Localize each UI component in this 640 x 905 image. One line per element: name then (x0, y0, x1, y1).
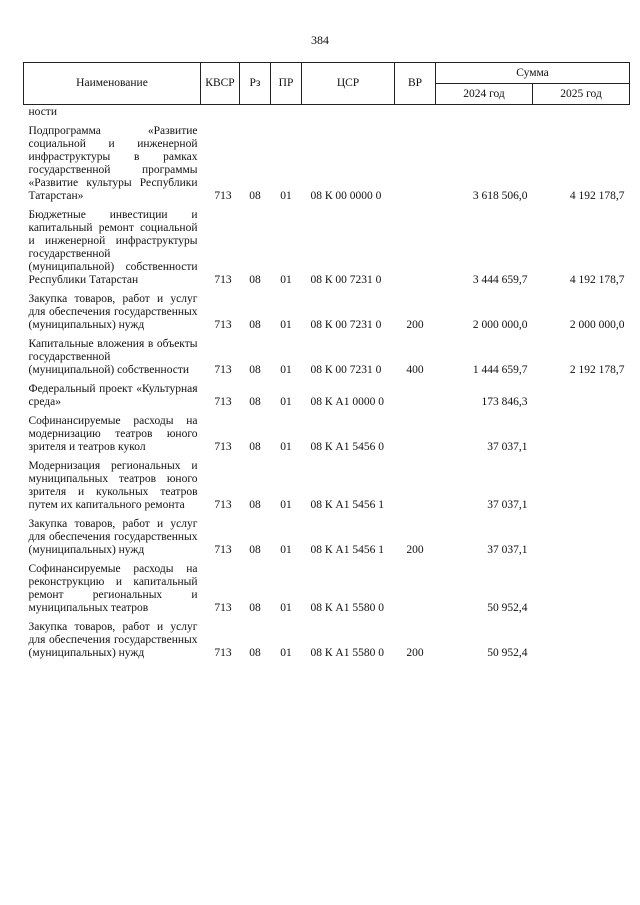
row-kvsr: 713 (214, 647, 232, 659)
row-name: Софинансируемые расходы на модернизацию театров юного зрителя и театров кукол (28, 415, 198, 453)
row-rz: 08 (249, 441, 261, 453)
row-rz: 08 (249, 544, 261, 556)
row-sum-2025: 2 000 000,0 (569, 319, 625, 331)
row-pr: 01 (280, 647, 292, 659)
table-row (24, 557, 630, 615)
row-sum-2024: 173 846,3 (481, 396, 528, 408)
row-kvsr: 713 (214, 499, 232, 511)
row-name: Закупка товаров, работ и услуг для обеспечения государственных (муниципальных) нужд (28, 518, 198, 556)
header-sum: Сумма (436, 63, 630, 84)
row-kvsr: 713 (214, 602, 232, 614)
row-kvsr: 713 (214, 441, 232, 453)
row-vr: 200 (406, 544, 424, 556)
row-kvsr: 713 (214, 396, 232, 408)
row-vr (395, 377, 436, 409)
row-csr: 08 К 00 0000 0 (310, 190, 382, 202)
budget-table (23, 62, 630, 660)
row-sum-2024: 3 618 506,0 (472, 190, 528, 202)
table-row (24, 119, 630, 203)
header-rz: Рз (240, 63, 271, 105)
row-pr: 01 (280, 319, 292, 331)
row-sum-2024: 50 952,4 (487, 602, 528, 614)
header-pr: ПР (271, 63, 302, 105)
row-sum-2025: 2 192 178,7 (569, 364, 625, 376)
row-csr: 08 К 00 7231 0 (310, 319, 382, 331)
table-row (24, 203, 630, 287)
row-sum-2024: 50 952,4 (487, 647, 528, 659)
row-pr: 01 (280, 190, 292, 202)
row-csr: 08 К 00 7231 0 (310, 364, 382, 376)
row-csr: 08 К А1 5456 0 (310, 441, 384, 453)
row-kvsr: 713 (214, 319, 232, 331)
row-sum-2024: 37 037,1 (487, 441, 528, 453)
row-csr: 08 К А1 5580 0 (310, 602, 384, 614)
row-name: Модернизация региональных и муниципальных театров юного зрителя и кукольных театров путем их капитального ремонта (28, 460, 198, 511)
row-kvsr: 713 (214, 274, 232, 286)
table-row (24, 512, 630, 557)
row-name: Закупка товаров, работ и услуг для обеспечения государственных (муниципальных) нужд (28, 293, 198, 331)
table-body (24, 105, 630, 661)
row-csr: 08 К А1 5456 1 (310, 544, 384, 556)
table-row (24, 377, 630, 409)
table-row (24, 409, 630, 454)
row-sum-2025 (533, 409, 630, 454)
row-vr (395, 409, 436, 454)
row-sum-2024: 3 444 659,7 (472, 274, 528, 286)
row-rz: 08 (249, 647, 261, 659)
row-sum-2024: 37 037,1 (487, 544, 528, 556)
row-rz: 08 (249, 602, 261, 614)
row-pr: 01 (280, 499, 292, 511)
row-vr: 400 (406, 364, 424, 376)
table-header (24, 63, 630, 105)
row-pr: 01 (280, 364, 292, 376)
row-rz: 08 (249, 499, 261, 511)
row-vr (395, 557, 436, 615)
row-vr (395, 119, 436, 203)
row-pr: 01 (280, 544, 292, 556)
row-vr: 200 (406, 647, 424, 659)
row-vr: 200 (406, 319, 424, 331)
table-row (24, 615, 630, 660)
row-name: Закупка товаров, работ и услуг для обеспечения государственных (муниципальных) нужд (28, 621, 198, 659)
row-name: Федеральный проект «Культурная среда» (28, 383, 198, 408)
row-csr: 08 К А1 5580 0 (310, 647, 384, 659)
header-year-2024: 2024 год (436, 84, 533, 105)
header-vr: ВР (395, 63, 436, 105)
row-kvsr: 713 (214, 364, 232, 376)
row-csr: 08 К 00 7231 0 (310, 274, 382, 286)
table-row (24, 287, 630, 332)
row-rz: 08 (249, 274, 261, 286)
row-sum-2025: 4 192 178,7 (569, 190, 625, 202)
row-vr (395, 454, 436, 512)
table-row (24, 454, 630, 512)
header-name: Наименование (24, 63, 201, 105)
row-sum-2024: 37 037,1 (487, 499, 528, 511)
row-rz: 08 (249, 319, 261, 331)
row-sum-2025 (533, 557, 630, 615)
row-name: Подпрограмма «Развитие социальной и инженерной инфраструктуры в рамках государственной программы «Развитие культуры Республики Татарстан» (28, 125, 198, 202)
row-csr: 08 К А1 0000 0 (310, 396, 384, 408)
row-sum-2025 (533, 512, 630, 557)
row-rz: 08 (249, 190, 261, 202)
row-name: Бюджетные инвестиции и капитальный ремонт социальной и инженерной инфраструктуры государственной (муниципальной) собственности Республики Татарстан (28, 209, 198, 286)
row-sum-2025 (533, 377, 630, 409)
row-rz: 08 (249, 396, 261, 408)
header-csr: ЦСР (302, 63, 395, 105)
header-year-2025: 2025 год (533, 84, 630, 105)
header-kvsr: КВСР (201, 63, 240, 105)
row-sum-2024: 1 444 659,7 (472, 364, 528, 376)
row-pr: 01 (280, 396, 292, 408)
row-name: Софинансируемые расходы на реконструкцию и капитальный ремонт региональных и муниципальных театров (28, 563, 198, 614)
table-row (24, 332, 630, 377)
row-rz: 08 (249, 364, 261, 376)
continuation-row (24, 105, 630, 120)
row-kvsr: 713 (214, 544, 232, 556)
row-csr: 08 К А1 5456 1 (310, 499, 384, 511)
row-sum-2025 (533, 615, 630, 660)
row-vr (395, 203, 436, 287)
row-kvsr: 713 (214, 190, 232, 202)
page-number: 384 (311, 33, 329, 47)
row-sum-2025: 4 192 178,7 (569, 274, 625, 286)
row-pr: 01 (280, 602, 292, 614)
row-sum-2025 (533, 454, 630, 512)
continuation-text: ности (28, 106, 57, 118)
row-name: Капитальные вложения в объекты государственной (муниципальной) собственности (28, 338, 198, 376)
row-pr: 01 (280, 441, 292, 453)
row-pr: 01 (280, 274, 292, 286)
row-sum-2024: 2 000 000,0 (472, 319, 528, 331)
